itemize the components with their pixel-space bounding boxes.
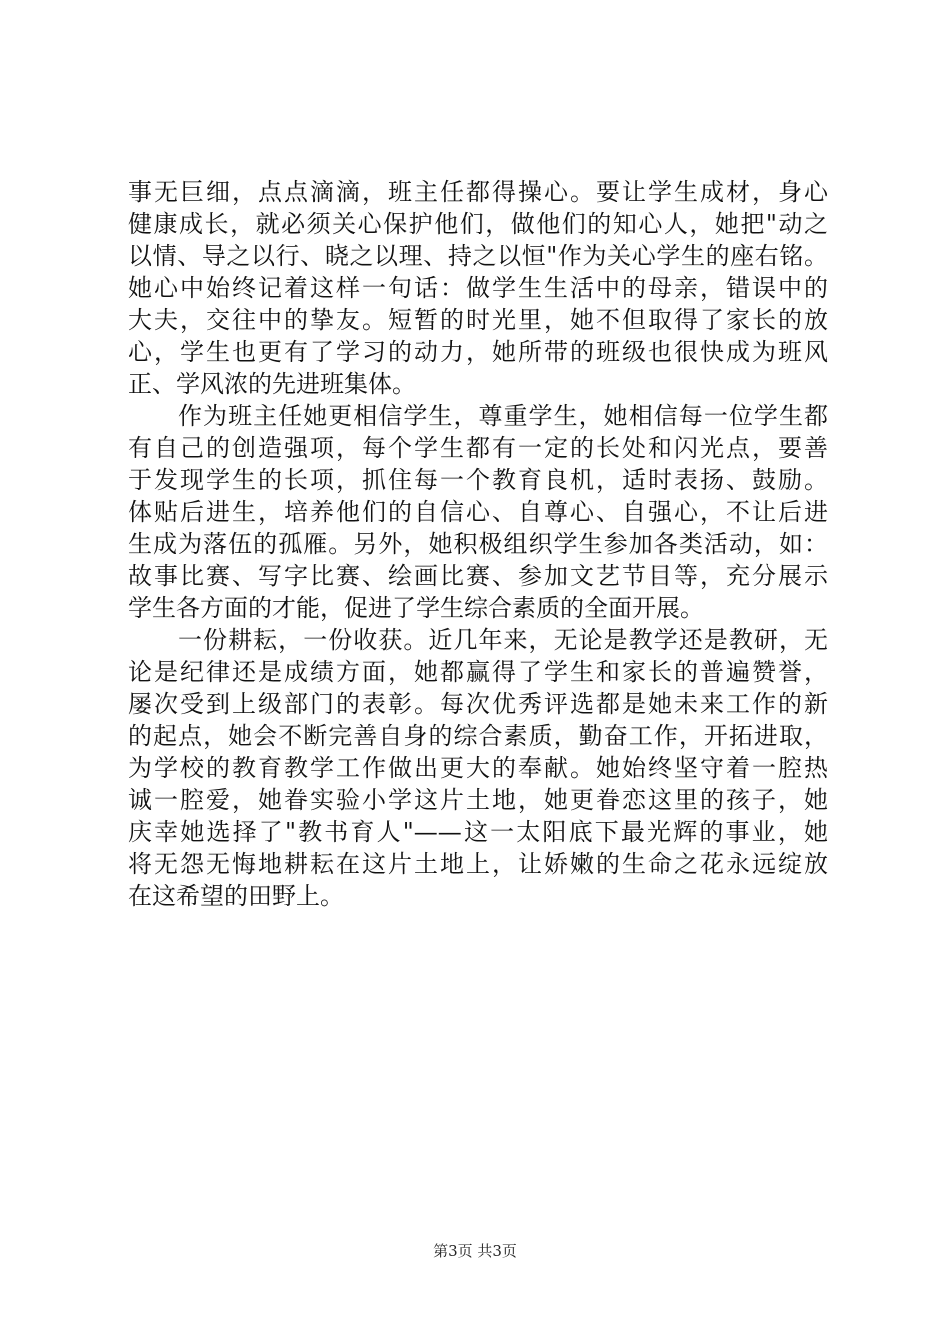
body-text	[128, 176, 828, 912]
text-line: 故事比赛、写字比赛、绘画比赛、参加文艺节目等，充分展示	[128, 562, 828, 590]
text-line: 事无巨细，点点滴滴，班主任都得操心。要让学生成材，身心	[128, 178, 828, 206]
text-line: 健康成长，就必须关心保护他们，做他们的知心人，她把"动之	[128, 210, 828, 238]
text-line: 为学校的教育教学工作做出更大的奉献。她始终坚守着一腔热	[128, 754, 828, 782]
page-footer: 第3页 共3页	[433, 1242, 517, 1260]
text-line: 一份耕耘，一份收获。近几年来，无论是教学还是教研，无	[178, 626, 828, 654]
text-line: 在这希望的田野上。	[128, 882, 344, 910]
text-line: 于发现学生的长项，抓住每一个教育良机，适时表扬、鼓励。	[128, 466, 828, 494]
text-line: 作为班主任她更相信学生，尊重学生，她相信每一位学生都	[178, 402, 828, 430]
text-line: 诚一腔爱，她眷实验小学这片土地，她更眷恋这里的孩子，她	[128, 786, 828, 814]
text-line: 将无怨无悔地耕耘在这片土地上，让娇嫩的生命之花永远绽放	[128, 850, 828, 878]
text-line: 正、学风浓的先进班集体。	[128, 370, 416, 398]
text-line: 体贴后进生，培养他们的自信心、自尊心、自强心，不让后进	[128, 498, 828, 526]
text-line: 屡次受到上级部门的表彰。每次优秀评选都是她未来工作的新	[128, 690, 828, 718]
text-line: 以情、导之以行、晓之以理、持之以恒"作为关心学生的座右铭。	[128, 242, 828, 270]
text-line: 她心中始终记着这样一句话：做学生生活中的母亲，错误中的	[128, 274, 828, 302]
text-line: 心，学生也更有了学习的动力，她所带的班级也很快成为班风	[128, 338, 828, 366]
text-line: 大夫，交往中的挚友。短暂的时光里，她不但取得了家长的放	[128, 306, 828, 334]
text-line: 有自己的创造强项，每个学生都有一定的长处和闪光点，要善	[128, 434, 828, 462]
text-line: 的起点，她会不断完善自身的综合素质，勤奋工作，开拓进取，	[128, 722, 828, 750]
text-line: 论是纪律还是成绩方面，她都赢得了学生和家长的普遍赞誉，	[128, 658, 828, 686]
text-line: 庆幸她选择了"教书育人"——这一太阳底下最光辉的事业，她	[128, 818, 828, 846]
text-line: 生成为落伍的孤雁。另外，她积极组织学生参加各类活动，如：	[128, 530, 828, 558]
text-line: 学生各方面的才能，促进了学生综合素质的全面开展。	[128, 594, 704, 622]
